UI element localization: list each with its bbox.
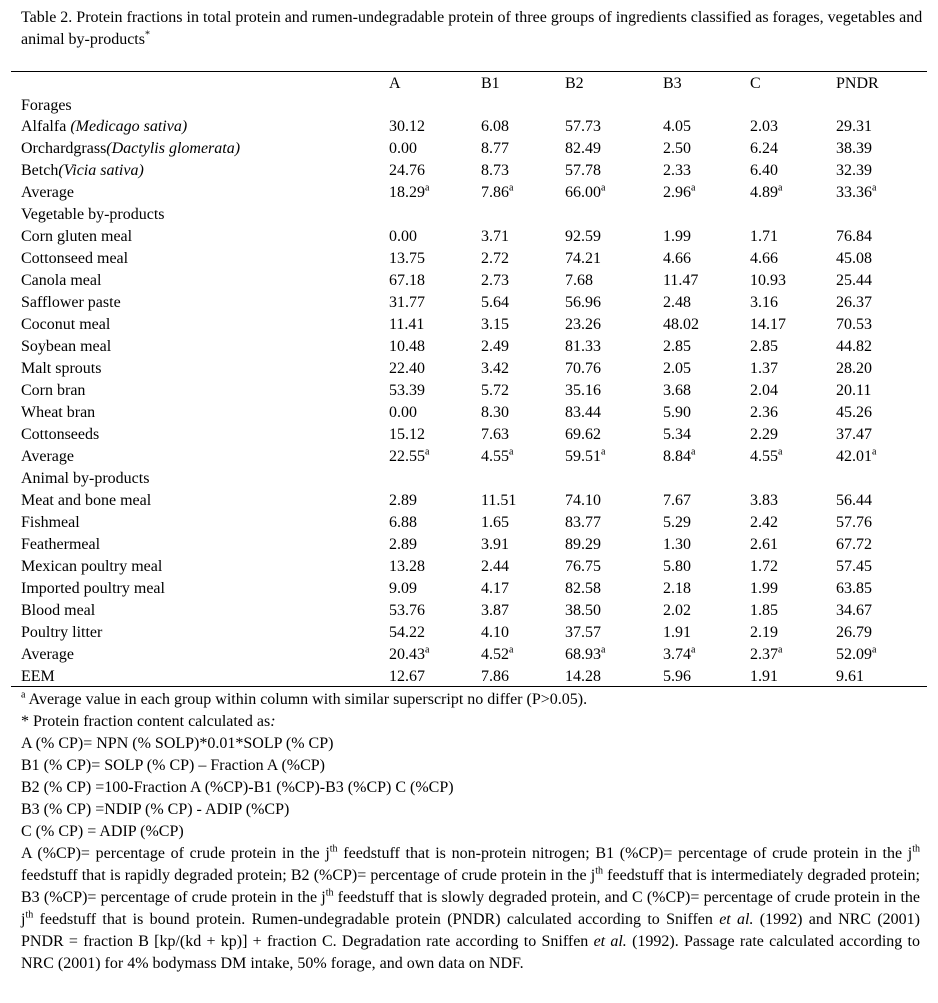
value-c: 1.37 xyxy=(750,360,778,377)
value-b2: 68.93$^a$ xyxy=(565,644,606,663)
value-a: 6.88 xyxy=(389,514,417,531)
value-c: 4.55$^a$ xyxy=(750,446,783,465)
significance-sup: a xyxy=(872,644,877,656)
value-b2: 56.96 xyxy=(565,294,601,311)
value-pndr: 9.61 xyxy=(836,668,864,685)
value-c: 2.19 xyxy=(750,624,778,641)
value-c: 2.37$^a$ xyxy=(750,644,783,663)
ingredient-name: Alfalfa (Medicago sativa) xyxy=(21,118,188,135)
table-row xyxy=(0,402,938,424)
value-b1: 2.72 xyxy=(481,250,509,267)
scientific-name: (Medicago sativa) xyxy=(70,118,188,135)
ingredient-name: Corn gluten meal xyxy=(21,228,133,245)
table-row xyxy=(0,314,938,336)
ingredient-name: Blood meal xyxy=(21,602,96,619)
value-pndr: 26.79 xyxy=(836,624,872,641)
value-a: 13.28 xyxy=(389,558,425,575)
value-c: 4.66 xyxy=(750,250,778,267)
ingredient-name: Betch(Vicia sativa) xyxy=(21,162,144,179)
value-a: 22.55$^a$ xyxy=(389,446,430,465)
value-a: 31.77 xyxy=(389,294,425,311)
value-c: 2.36 xyxy=(750,404,778,421)
value-a: 67.18 xyxy=(389,272,425,289)
group-row-forages xyxy=(0,95,938,116)
eem-row xyxy=(0,666,938,688)
table-top-rule xyxy=(11,71,927,72)
value-b2: 92.59 xyxy=(565,228,601,245)
value-b3: 3.68 xyxy=(663,382,691,399)
def-text: feedstuff that is non-protein nitrogen; B1 (%CP)= percentage of crude protein in the j xyxy=(337,845,913,862)
table-row xyxy=(0,556,938,578)
formula-b2: B2 (% CP) =100-Fraction A (%CP)-B1 (%CP)-B3 (%CP) C (%CP) xyxy=(21,779,454,796)
table-row xyxy=(0,138,938,160)
ingredient-name: Canola meal xyxy=(21,272,102,289)
value-b1: 7.86$^a$ xyxy=(481,182,514,201)
value-b2: 66.00$^a$ xyxy=(565,182,606,201)
value-pndr: 38.39 xyxy=(836,140,872,157)
significance-sup: a xyxy=(872,182,877,194)
ingredient-name: Average xyxy=(21,184,74,201)
sup-th: th xyxy=(329,843,338,855)
significance-sup: a xyxy=(778,182,783,194)
value-pndr: 20.11 xyxy=(836,382,872,399)
ingredient-name: Poultry litter xyxy=(21,624,103,641)
value-a: 18.29$^a$ xyxy=(389,182,430,201)
scientific-name: (Dactylis glomerata) xyxy=(106,140,241,157)
value-b2: 38.50 xyxy=(565,602,601,619)
header-b2: B2 xyxy=(565,75,584,92)
value-pndr: 34.67 xyxy=(836,602,872,619)
def-text: feedstuff that is rapidly degraded protein; B2 (%CP)= percentage of crude protein in the j xyxy=(21,867,596,884)
def-text: A (%CP)= percentage of crude protein in the j xyxy=(21,845,330,862)
value-pndr: 45.26 xyxy=(836,404,872,421)
average-row xyxy=(0,446,938,468)
value-a: 12.67 xyxy=(389,668,425,685)
value-pndr: 42.01$^a$ xyxy=(836,446,877,465)
calc-title xyxy=(21,711,920,733)
formula-b3: B3 (% CP) =NDIP (% CP) - ADIP (%CP) xyxy=(21,801,290,818)
formula-c: C (% CP) = ADIP (%CP) xyxy=(21,823,184,840)
caption-mark: * xyxy=(144,29,150,41)
calc-title-text: * Protein fraction content calculated as xyxy=(21,713,271,730)
ingredient-name: Feathermeal xyxy=(21,536,101,553)
value-b1: 3.15 xyxy=(481,316,509,333)
value-b1: 7.63 xyxy=(481,426,509,443)
eem-row-wrap xyxy=(0,666,938,688)
ingredient-name: Average xyxy=(21,646,74,663)
value-pndr: 44.82 xyxy=(836,338,872,355)
value-b3: 4.66 xyxy=(663,250,691,267)
average-row xyxy=(0,182,938,204)
ingredient-name: Cottonseeds xyxy=(21,426,100,443)
value-b2: 83.44 xyxy=(565,404,601,421)
value-c: 1.99 xyxy=(750,580,778,597)
table-row xyxy=(0,490,938,512)
forages-group xyxy=(0,116,938,182)
value-a: 10.48 xyxy=(389,338,425,355)
value-c: 1.91 xyxy=(750,668,778,685)
value-b2: 82.49 xyxy=(565,140,601,157)
average-row xyxy=(0,644,938,666)
forages-average xyxy=(0,182,938,204)
vegetable-average xyxy=(0,446,938,468)
significance-sup: a xyxy=(425,446,430,458)
value-pndr: 57.76 xyxy=(836,514,872,531)
value-pndr: 57.45 xyxy=(836,558,872,575)
value-b1: 3.71 xyxy=(481,228,509,245)
value-c: 14.17 xyxy=(750,316,786,333)
caption-text: Table 2. Protein fractions in total protein and rumen-undegradable protein of three groups of ingredients classified as forages, vegetables and animal by-products xyxy=(21,9,923,48)
significance-sup: a xyxy=(691,644,696,656)
value-pndr: 28.20 xyxy=(836,360,872,377)
value-a: 30.12 xyxy=(389,118,425,135)
value-pndr: 26.37 xyxy=(836,294,872,311)
value-b2: 57.78 xyxy=(565,162,601,179)
value-b1: 4.10 xyxy=(481,624,509,641)
value-c: 1.71 xyxy=(750,228,778,245)
value-pndr: 76.84 xyxy=(836,228,872,245)
def-text: feedstuff that is bound protein. Rumen-undegradable protein (PNDR) calculated according to Sniffen xyxy=(33,911,720,928)
value-pndr: 52.09$^a$ xyxy=(836,644,877,663)
et-al: et al. xyxy=(593,933,627,950)
protein-fractions-table xyxy=(0,73,938,688)
value-a: 22.40 xyxy=(389,360,425,377)
value-b1: 8.30 xyxy=(481,404,509,421)
value-b3: 2.18 xyxy=(663,580,691,597)
value-b3: 8.84$^a$ xyxy=(663,446,696,465)
value-a: 53.39 xyxy=(389,382,425,399)
def-text: feedstuff that is slowly degraded protein, and C (%CP)= percentage of crude protein in the j xyxy=(21,889,920,928)
value-c: 2.29 xyxy=(750,426,778,443)
value-b3: 5.34 xyxy=(663,426,691,443)
value-b1: 2.49 xyxy=(481,338,509,355)
value-b3: 4.05 xyxy=(663,118,691,135)
animal-group xyxy=(0,490,938,644)
value-b2: 7.68 xyxy=(565,272,593,289)
group-row-animal xyxy=(0,468,938,490)
vegetable-group xyxy=(0,226,938,446)
value-c: 2.03 xyxy=(750,118,778,135)
def-text: (1992) and NRC (2001) PNDR = fraction B [kp/(kd + kp)] + fraction C. Degradation rate according to Sniffen xyxy=(21,911,920,950)
ingredient-name: Average xyxy=(21,448,74,465)
value-a: 0.00 xyxy=(389,228,417,245)
significance-sup: a xyxy=(425,182,430,194)
significance-sup: a xyxy=(509,182,514,194)
ingredient-name: EEM xyxy=(21,668,55,685)
value-b3: 2.05 xyxy=(663,360,691,377)
header-b3: B3 xyxy=(663,75,682,92)
formula-a: A (% CP)= NPN (% SOLP)*0.01*SOLP (% CP) xyxy=(21,735,334,752)
group-label: Vegetable by-products xyxy=(21,206,165,223)
value-b3: 1.99 xyxy=(663,228,691,245)
value-b1: 8.73 xyxy=(481,162,509,179)
header-b1: B1 xyxy=(481,75,500,92)
def-text: (1992). Passage rate calculated according to NRC (2001) for 4% bodymass DM intake, 50% forage, and own data on NDF. xyxy=(21,933,920,972)
value-b1: 3.42 xyxy=(481,360,509,377)
table-row xyxy=(0,424,938,446)
value-pndr: 67.72 xyxy=(836,536,872,553)
sup-th: th xyxy=(912,843,920,855)
ingredient-name: Corn bran xyxy=(21,382,86,399)
value-b2: 74.10 xyxy=(565,492,601,509)
table-row xyxy=(0,292,938,314)
significance-sup: a xyxy=(601,644,606,656)
value-b3: 2.33 xyxy=(663,162,691,179)
value-b2: 59.51$^a$ xyxy=(565,446,606,465)
ingredient-name: Imported poultry meal xyxy=(21,580,165,597)
value-b2: 37.57 xyxy=(565,624,601,641)
value-a: 53.76 xyxy=(389,602,425,619)
significance-sup: a xyxy=(778,446,783,458)
value-pndr: 70.53 xyxy=(836,316,872,333)
table-caption xyxy=(21,7,926,51)
value-pndr: 32.39 xyxy=(836,162,872,179)
value-b2: 76.75 xyxy=(565,558,601,575)
ingredient-name: Coconut meal xyxy=(21,316,111,333)
sup-th: th xyxy=(25,909,34,921)
value-pndr: 25.44 xyxy=(836,272,872,289)
value-c: 3.16 xyxy=(750,294,778,311)
value-a: 15.12 xyxy=(389,426,425,443)
significance-sup: a xyxy=(601,446,606,458)
footnote-a xyxy=(21,689,920,711)
table-row xyxy=(0,534,938,556)
ingredient-name: Cottonseed meal xyxy=(21,250,129,267)
value-b2: 35.16 xyxy=(565,382,601,399)
table-header-row xyxy=(0,73,938,95)
value-pndr: 37.47 xyxy=(836,426,872,443)
value-b3: 7.67 xyxy=(663,492,691,509)
et-al: et al. xyxy=(719,911,754,928)
value-b1: 6.08 xyxy=(481,118,509,135)
value-b3: 5.80 xyxy=(663,558,691,575)
value-a: 20.43$^a$ xyxy=(389,644,430,663)
value-c: 4.89$^a$ xyxy=(750,182,783,201)
table-row xyxy=(0,380,938,402)
value-pndr: 63.85 xyxy=(836,580,872,597)
header-pndr: PNDR xyxy=(836,75,879,92)
value-a: 11.41 xyxy=(389,316,425,333)
value-b2: 82.58 xyxy=(565,580,601,597)
value-b3: 2.50 xyxy=(663,140,691,157)
value-b2: 57.73 xyxy=(565,118,601,135)
value-b1: 11.51 xyxy=(481,492,517,509)
value-b2: 69.62 xyxy=(565,426,601,443)
value-a: 0.00 xyxy=(389,140,417,157)
significance-sup: a xyxy=(691,446,696,458)
value-c: 1.85 xyxy=(750,602,778,619)
value-b3: 2.02 xyxy=(663,602,691,619)
value-b2: 83.77 xyxy=(565,514,601,531)
value-b1: 3.87 xyxy=(481,602,509,619)
sup-th: th xyxy=(325,887,334,899)
significance-sup: a xyxy=(601,182,606,194)
value-b1: 1.65 xyxy=(481,514,509,531)
formula-b1: B1 (% CP)= SOLP (% CP) – Fraction A (%CP) xyxy=(21,757,325,774)
value-a: 24.76 xyxy=(389,162,425,179)
table-row xyxy=(0,622,938,644)
value-b1: 5.64 xyxy=(481,294,509,311)
table-row xyxy=(0,578,938,600)
significance-sup: a xyxy=(778,644,783,656)
value-a: 9.09 xyxy=(389,580,417,597)
table-row xyxy=(0,336,938,358)
significance-sup: a xyxy=(425,644,430,656)
table-row xyxy=(0,358,938,380)
value-a: 13.75 xyxy=(389,250,425,267)
value-b3: 5.90 xyxy=(663,404,691,421)
group-label: Forages xyxy=(21,97,72,114)
value-b1: 2.44 xyxy=(481,558,509,575)
ingredient-name: Safflower paste xyxy=(21,294,121,311)
value-c: 2.85 xyxy=(750,338,778,355)
calc-colon: : xyxy=(270,713,276,730)
table-row xyxy=(0,116,938,138)
value-c: 1.72 xyxy=(750,558,778,575)
value-b2: 14.28 xyxy=(565,668,601,685)
value-b3: 1.91 xyxy=(663,624,691,641)
value-a: 2.89 xyxy=(389,492,417,509)
value-b1: 3.91 xyxy=(481,536,509,553)
ingredient-name: Malt sprouts xyxy=(21,360,102,377)
significance-sup: a xyxy=(872,446,877,458)
definitions-paragraph xyxy=(21,843,920,975)
value-b2: 89.29 xyxy=(565,536,601,553)
value-b1: 4.52$^a$ xyxy=(481,644,514,663)
value-c: 2.04 xyxy=(750,382,778,399)
animal-average xyxy=(0,644,938,666)
significance-sup: a xyxy=(691,182,696,194)
group-row-vegetable xyxy=(0,204,938,226)
significance-sup: a xyxy=(509,644,514,656)
value-b1: 8.77 xyxy=(481,140,509,157)
value-b3: 3.74$^a$ xyxy=(663,644,696,663)
ingredient-name: Meat and bone meal xyxy=(21,492,152,509)
value-pndr: 29.31 xyxy=(836,118,872,135)
table-row xyxy=(0,512,938,534)
ingredient-name: Soybean meal xyxy=(21,338,112,355)
table-row xyxy=(0,160,938,182)
value-b3: 5.29 xyxy=(663,514,691,531)
footnote-text: Average value in each group within column with similar superscript no differ (P>0.05). xyxy=(25,691,588,708)
value-c: 2.42 xyxy=(750,514,778,531)
table-row xyxy=(0,600,938,622)
value-c: 6.40 xyxy=(750,162,778,179)
value-a: 0.00 xyxy=(389,404,417,421)
table-notes xyxy=(21,689,920,975)
ingredient-name: Orchardgrass(Dactylis glomerata) xyxy=(21,140,241,157)
header-c: C xyxy=(750,75,761,92)
value-b2: 23.26 xyxy=(565,316,601,333)
value-pndr: 45.08 xyxy=(836,250,872,267)
value-b2: 70.76 xyxy=(565,360,601,377)
value-b3: 2.96$^a$ xyxy=(663,182,696,201)
scientific-name: (Vicia sativa) xyxy=(58,162,144,179)
table-bottom-rule xyxy=(11,686,927,687)
value-a: 54.22 xyxy=(389,624,425,641)
value-b1: 5.72 xyxy=(481,382,509,399)
ingredient-name: Mexican poultry meal xyxy=(21,558,163,575)
value-b1: 7.86 xyxy=(481,668,509,685)
value-b1: 4.55$^a$ xyxy=(481,446,514,465)
value-b2: 74.21 xyxy=(565,250,601,267)
def-text: feedstuff that is intermediately degraded protein; B3 (%CP)= percentage of crude protein in the j xyxy=(21,867,920,906)
ingredient-name: Wheat bran xyxy=(21,404,96,421)
significance-sup: a xyxy=(509,446,514,458)
value-pndr: 33.36$^a$ xyxy=(836,182,877,201)
value-c: 6.24 xyxy=(750,140,778,157)
value-b3: 48.02 xyxy=(663,316,699,333)
table-row xyxy=(0,270,938,292)
value-pndr: 56.44 xyxy=(836,492,872,509)
value-b3: 2.48 xyxy=(663,294,691,311)
value-b3: 5.96 xyxy=(663,668,691,685)
value-b3: 11.47 xyxy=(663,272,699,289)
value-b3: 1.30 xyxy=(663,536,691,553)
value-c: 10.93 xyxy=(750,272,786,289)
table-row xyxy=(0,226,938,248)
table-row xyxy=(0,248,938,270)
group-label: Animal by-products xyxy=(21,470,150,487)
value-c: 3.83 xyxy=(750,492,778,509)
value-a: 2.89 xyxy=(389,536,417,553)
value-b1: 2.73 xyxy=(481,272,509,289)
value-b3: 2.85 xyxy=(663,338,691,355)
header-a: A xyxy=(389,75,401,92)
ingredient-name: Fishmeal xyxy=(21,514,80,531)
footnote-mark: a xyxy=(21,689,26,701)
value-c: 2.61 xyxy=(750,536,778,553)
value-b1: 4.17 xyxy=(481,580,509,597)
value-b2: 81.33 xyxy=(565,338,601,355)
sup-th: th xyxy=(595,865,604,877)
